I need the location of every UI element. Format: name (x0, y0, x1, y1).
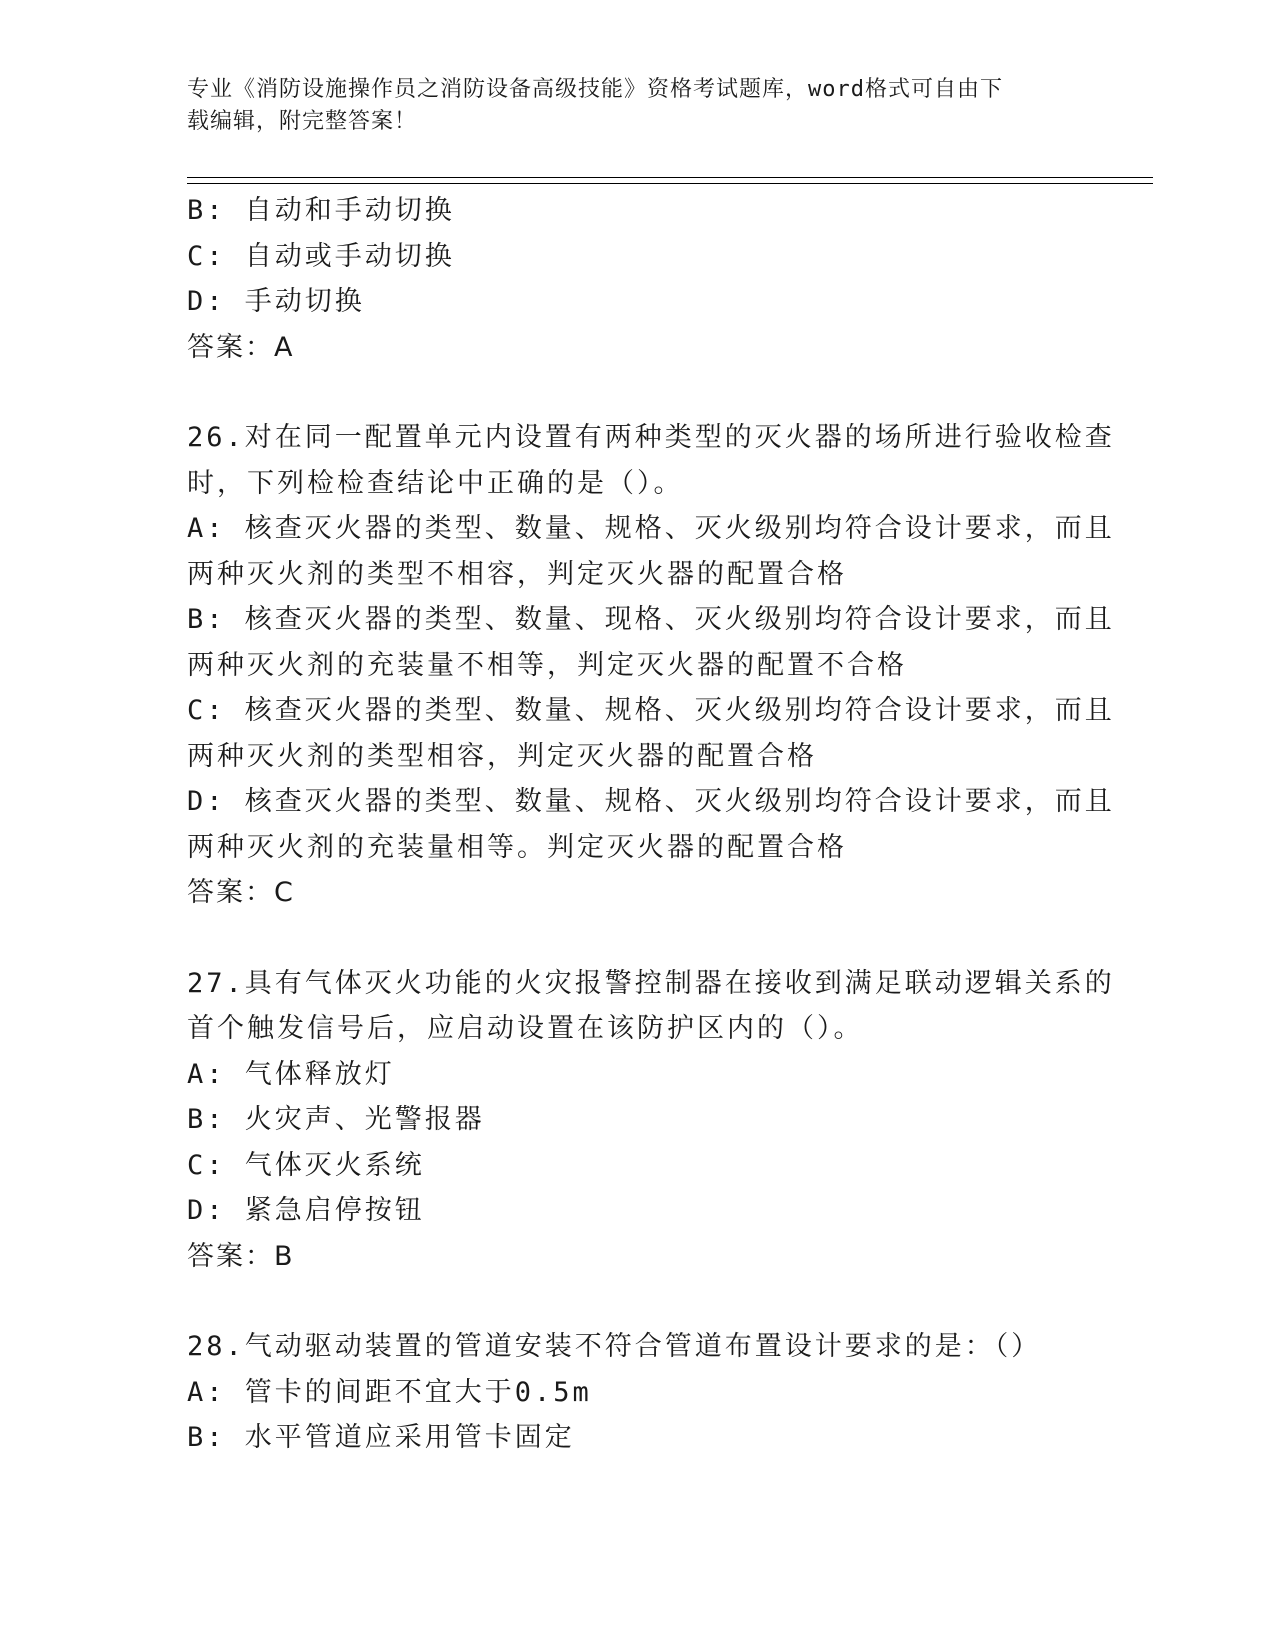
spacer (187, 370, 1077, 415)
header-line-1: 专业《消防设施操作员之消防设备高级技能》资格考试题库，word格式可自由下 (187, 77, 1003, 102)
q26-stem-line-2: 时，下列检检查结论中正确的是（）。 (187, 467, 684, 499)
spacer (187, 1279, 1077, 1324)
q26-option-c-line-2: 两种灭火剂的类型相容，判定灭火器的配置合格 (187, 740, 817, 772)
q26-option-d-line-2: 两种灭火剂的充装量相等。判定灭火器的配置合格 (187, 831, 847, 863)
q26-stem-line-1: 26.对在同一配置单元内设置有两种类型的灭火器的场所进行验收检查 (187, 422, 1115, 453)
spacer (187, 916, 1077, 961)
question-25-tail (187, 188, 1077, 370)
q26-option-b-line-2: 两种灭火剂的充装量不相等，判定灭火器的配置不合格 (187, 649, 907, 681)
q25-option-d: D: 手动切换 (187, 286, 365, 317)
q28-option-b: B: 水平管道应采用管卡固定 (187, 1422, 575, 1453)
q27-stem-line-1: 27.具有气体灭火功能的火灾报警控制器在接收到满足联动逻辑关系的 (187, 967, 1115, 999)
q27-option-b: B: 火灾声、光警报器 (187, 1104, 485, 1135)
question-27 (187, 961, 1115, 1280)
q25-option-c: C: 自动或手动切换 (187, 240, 455, 272)
q26-option-a-line-1: A: 核查灭火器的类型、数量、规格、灭火级别均符合设计要求，而且 (187, 513, 1115, 544)
q26-option-c-line-1: C: 核查灭火器的类型、数量、规格、灭火级别均符合设计要求，而且 (187, 695, 1115, 726)
q26-option-a-line-2: 两种灭火剂的类型不相容，判定灭火器的配置合格 (187, 558, 847, 590)
header-divider-top (187, 177, 1153, 178)
q27-option-d: D: 紧急启停按钮 (187, 1195, 425, 1226)
q28-option-a: A: 管卡的间距不宜大于0.5m (187, 1376, 592, 1408)
q28-stem-line-1: 28.气动驱动装置的管道安装不符合管道布置设计要求的是：（） (187, 1331, 1042, 1362)
question-28 (187, 1324, 1077, 1461)
q27-answer: 答案：B (187, 1240, 295, 1272)
q27-stem-line-2: 首个触发信号后，应启动设置在该防护区内的（）。 (187, 1013, 864, 1044)
q26-option-d-line-1: D: 核查灭火器的类型、数量、规格、灭火级别均符合设计要求，而且 (187, 786, 1115, 817)
q26-option-b-line-1: B: 核查灭火器的类型、数量、现格、灭火级别均符合设计要求，而且 (187, 604, 1115, 635)
header-line-2: 载编辑，附完整答案！ (187, 109, 418, 134)
q25-answer: 答案：A (187, 331, 295, 363)
q25-option-b: B: 自动和手动切换 (187, 195, 455, 226)
q27-option-a: A: 气体释放灯 (187, 1058, 395, 1090)
q26-answer: 答案：C (187, 877, 295, 908)
question-list (187, 188, 1115, 1461)
document-header (187, 74, 1087, 138)
q27-option-c: C: 气体灭火系统 (187, 1149, 425, 1181)
question-26 (187, 415, 1115, 916)
header-divider-bottom (187, 183, 1153, 184)
